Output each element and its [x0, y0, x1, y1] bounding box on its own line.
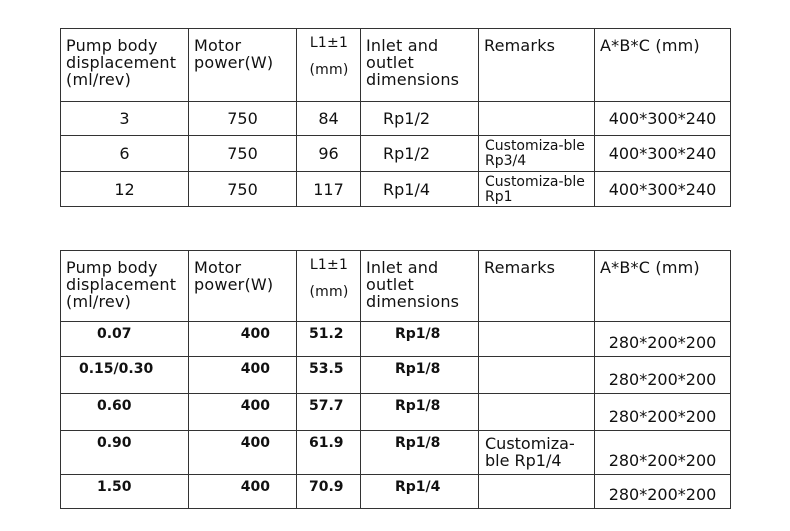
cell-inlet: Rp1/4: [361, 172, 479, 207]
cell-remarks: [479, 357, 595, 394]
table-row: [61, 322, 731, 357]
cell-power: 400: [189, 394, 297, 431]
table-row: [61, 475, 731, 509]
header-displacement: Pump body displacement (ml/rev): [61, 251, 189, 322]
header-power: Motor power(W): [189, 29, 297, 102]
header-row: [61, 251, 731, 322]
header-l1-unit: (mm): [309, 284, 349, 300]
cell-power: 750: [189, 136, 297, 172]
cell-displacement: 0.07: [61, 322, 189, 357]
cell-abc: 280*200*200: [595, 322, 731, 357]
header-inlet: Inlet and outlet dimensions: [361, 29, 479, 102]
cell-remarks: Customiza-ble Rp1/4: [479, 431, 595, 475]
table-row: [61, 394, 731, 431]
cell-remarks: [479, 475, 595, 509]
cell-displacement: 12: [61, 172, 189, 207]
cell-abc: 400*300*240: [595, 172, 731, 207]
header-remarks: Remarks: [479, 251, 595, 322]
cell-abc: 280*200*200: [595, 475, 731, 509]
cell-abc: 280*200*200: [595, 394, 731, 431]
cell-l1: 53.5: [297, 357, 361, 394]
cell-l1: 57.7: [297, 394, 361, 431]
spec-table-750w: [60, 28, 731, 207]
cell-displacement: 6: [61, 136, 189, 172]
cell-power: 400: [189, 431, 297, 475]
cell-remarks: Customiza-ble Rp1: [479, 172, 595, 207]
header-l1-label: L1±1: [309, 257, 349, 273]
cell-l1: 117: [297, 172, 361, 207]
header-l1-label: L1±1: [309, 35, 349, 51]
table-row: [61, 172, 731, 207]
cell-displacement: 3: [61, 102, 189, 136]
cell-remarks: [479, 394, 595, 431]
cell-abc: 280*200*200: [595, 431, 731, 475]
cell-l1: 84: [297, 102, 361, 136]
cell-displacement: 0.60: [61, 394, 189, 431]
cell-l1: 61.9: [297, 431, 361, 475]
cell-remarks: Customiza-ble Rp3/4: [479, 136, 595, 172]
header-displacement: Pump body displacement (ml/rev): [61, 29, 189, 102]
table-row: [61, 136, 731, 172]
cell-inlet: Rp1/2: [361, 136, 479, 172]
cell-inlet: Rp1/8: [361, 322, 479, 357]
cell-power: 750: [189, 172, 297, 207]
cell-inlet: Rp1/8: [361, 357, 479, 394]
cell-abc: 280*200*200: [595, 357, 731, 394]
cell-inlet: Rp1/8: [361, 431, 479, 475]
cell-power: 750: [189, 102, 297, 136]
header-l1: [297, 251, 361, 322]
header-abc: A*B*C (mm): [595, 251, 731, 322]
cell-l1: 51.2: [297, 322, 361, 357]
header-row: [61, 29, 731, 102]
cell-displacement: 1.50: [61, 475, 189, 509]
cell-power: 400: [189, 357, 297, 394]
header-abc: A*B*C (mm): [595, 29, 731, 102]
cell-remarks: [479, 102, 595, 136]
header-remarks: Remarks: [479, 29, 595, 102]
cell-inlet: Rp1/4: [361, 475, 479, 509]
cell-l1: 96: [297, 136, 361, 172]
cell-displacement: 0.90: [61, 431, 189, 475]
table-row: [61, 357, 731, 394]
cell-remarks: [479, 322, 595, 357]
cell-inlet: Rp1/2: [361, 102, 479, 136]
header-l1: [297, 29, 361, 102]
cell-power: 400: [189, 475, 297, 509]
table-row: [61, 102, 731, 136]
cell-abc: 400*300*240: [595, 102, 731, 136]
header-l1-unit: (mm): [309, 62, 349, 78]
spec-table-400w: [60, 250, 731, 509]
table-row: [61, 431, 731, 475]
cell-l1: 70.9: [297, 475, 361, 509]
cell-power: 400: [189, 322, 297, 357]
cell-abc: 400*300*240: [595, 136, 731, 172]
cell-displacement: 0.15/0.30: [61, 357, 189, 394]
header-inlet: Inlet and outlet dimensions: [361, 251, 479, 322]
header-power: Motor power(W): [189, 251, 297, 322]
cell-inlet: Rp1/8: [361, 394, 479, 431]
